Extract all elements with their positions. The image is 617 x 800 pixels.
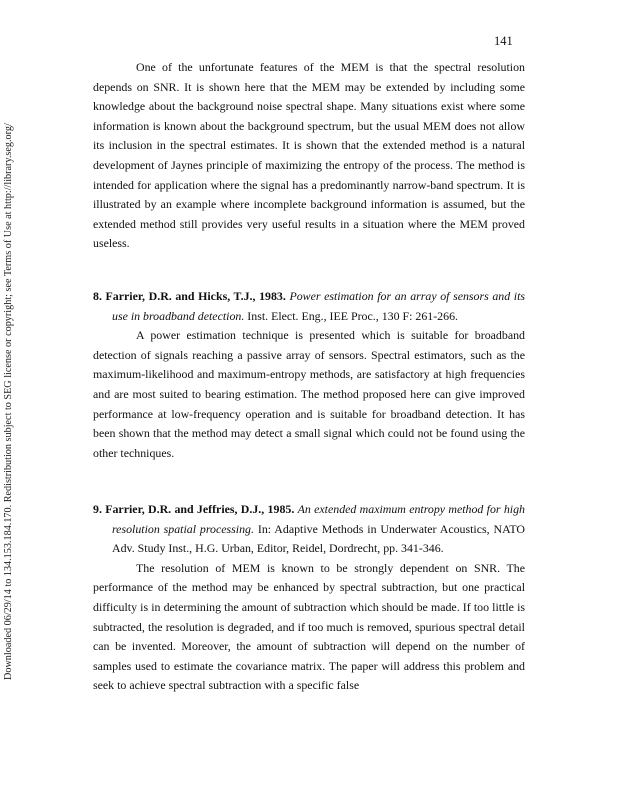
reference-title: An extended maximum entropy method for high resolution spatial processing. [112,502,525,536]
reference-number: 9. [93,502,106,516]
reference-authors: Farrier, D.R. and Hicks, T.J., 1983. [105,289,290,303]
reference-citation [93,287,525,326]
intro-paragraph: One of the unfortunate features of the MEM is that the spectral resolution depends on SNR. It is shown here that the MEM may be extended by including some knowledge about the background noise spectral shape. Many situations exist where some information is known about the background spectrum, but the usual MEM does not allow its inclusion in the spectral estimates. It is shown that the extended method is a natural development of Jaynes principle of maximizing the entropy of the process. The method is intended for application where the signal has a predominantly narrow-band spectrum. It is illustrated by an example where incomplete background information is assumed, but the extended method still provides very useful results in a situation where the MEM proved useless. [93,60,525,251]
reference-authors: Farrier, D.R. and Jeffries, D.J., 1985. [105,502,298,516]
reference-abstract: A power estimation technique is presented which is suitable for broadband detection of signals reaching a passive array of sensors. Spectral estimators, such as the maximum-likelihood and maximum-entropy methods, are satisfactory at high frequencies and are most suited to bearing estimation. The method proposed here can give improved performance at low-frequency operation and is suitable for broadband detection. It has been shown that the method may detect a small signal which could not be found using the other techniques. [93,328,525,460]
reference-number: 8. [93,289,106,303]
intro-section [93,58,525,254]
reference-source: In: Adaptive Methods in Underwater Acoustics, NATO Adv. Study Inst., H.G. Urban, Editor, Reidel, Dordrecht, pp. 341-346. [112,521,525,556]
page-number: 141 [494,34,513,48]
reference-8 [93,287,525,463]
reference-9 [93,500,525,696]
reference-citation [93,500,525,559]
reference-source: Inst. Elect. Eng., IEE Proc., 130 F: 261-266. [247,308,458,323]
reference-abstract: The resolution of MEM is known to be strongly dependent on SNR. The performance of the method may be enhanced by spectral subtraction, but one practical difficulty is in determining the amount of subtraction which should be made. If too little is subtracted, the resolution is degraded, and if too much is removed, spurious spectral detail can be invented. Moreover, the amount of subtraction will depend on the number of samples used to estimate the covariance matrix. The paper will address this problem and seek to achieve spectral subtraction with a specific false [93,560,525,693]
download-notice: Downloaded 06/29/14 to 134.153.184.170. Redistribution subject to SEG license or copyright; see Terms of Use at http://library.seg.org/ [3,123,14,680]
reference-title: Power estimation for an array of sensors and its use in broadband detection. [112,289,526,323]
